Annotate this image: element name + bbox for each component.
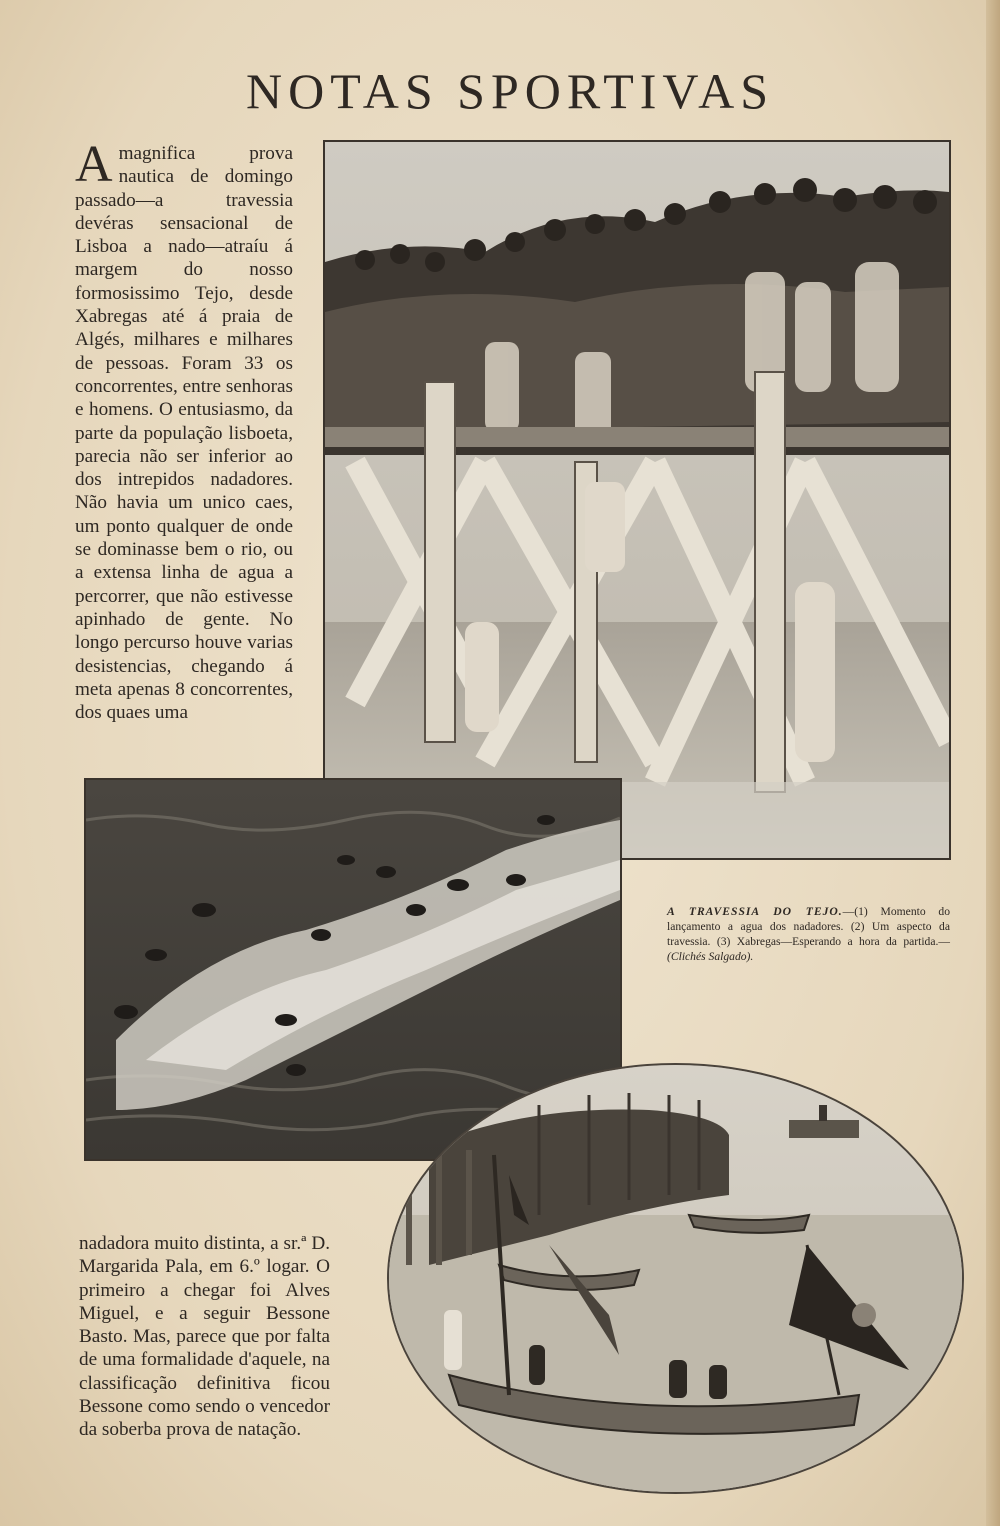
article-text-2: nadadora muito distinta, a sr.ª D. Margarida Pala, em 6.º logar. O primeiro a chegar foi Alves Miguel, e a seguir Bessone Basto. Mas, parece que por falta de uma formalidade d'aquele, na classificação definitiva ficou Bessone como sendo o vencedor da soberba prova de natação. (79, 1233, 330, 1441)
caption-title: A TRAVESSIA DO TEJO. (667, 905, 843, 918)
caption-body: —(1) Momento do lançamento a agua dos nadadores. (2) Um aspecto da travessia. (3) Xabregas—Esperando a hora da partida.— (667, 905, 950, 948)
boats-illustration (389, 1065, 962, 1492)
page-title: NOTAS SPORTIVAS (245, 63, 774, 119)
caption-credit: (Clichés Salgado). (667, 950, 754, 963)
page-spine-edge (986, 0, 1000, 1526)
photo-swimmers-on-pier (323, 140, 951, 860)
article-column-1 (75, 136, 293, 724)
pier-illustration (325, 142, 949, 858)
article-column-2 (79, 1232, 330, 1442)
photo-caption (667, 904, 950, 964)
drop-cap: A (75, 136, 113, 193)
photo-xabregas-boats (387, 1063, 964, 1494)
article-text-1: magnifica prova nautica de domingo passado—a travessia devéras sensacional de Lisboa a nado—atraíu á margem do nosso formosissimo Tejo, desde Xabregas até á praia de Algés, milhares e milhares de pessoas. Foram 33 os concorrentes, entre senhoras e homens. O entusiasmo, da parte da população lisboeta, parecia não ser inferior ao dos intrepidos nadadores. Não havia um unico caes, um ponto qualquer de onde se dominasse bem o rio, ou a extensa linha de agua a percorrer, que não estivesse apinhado de gente. No longo percurso houve varias desistencias, chegando á meta apenas 8 concorrentes, dos quaes uma (75, 143, 293, 724)
